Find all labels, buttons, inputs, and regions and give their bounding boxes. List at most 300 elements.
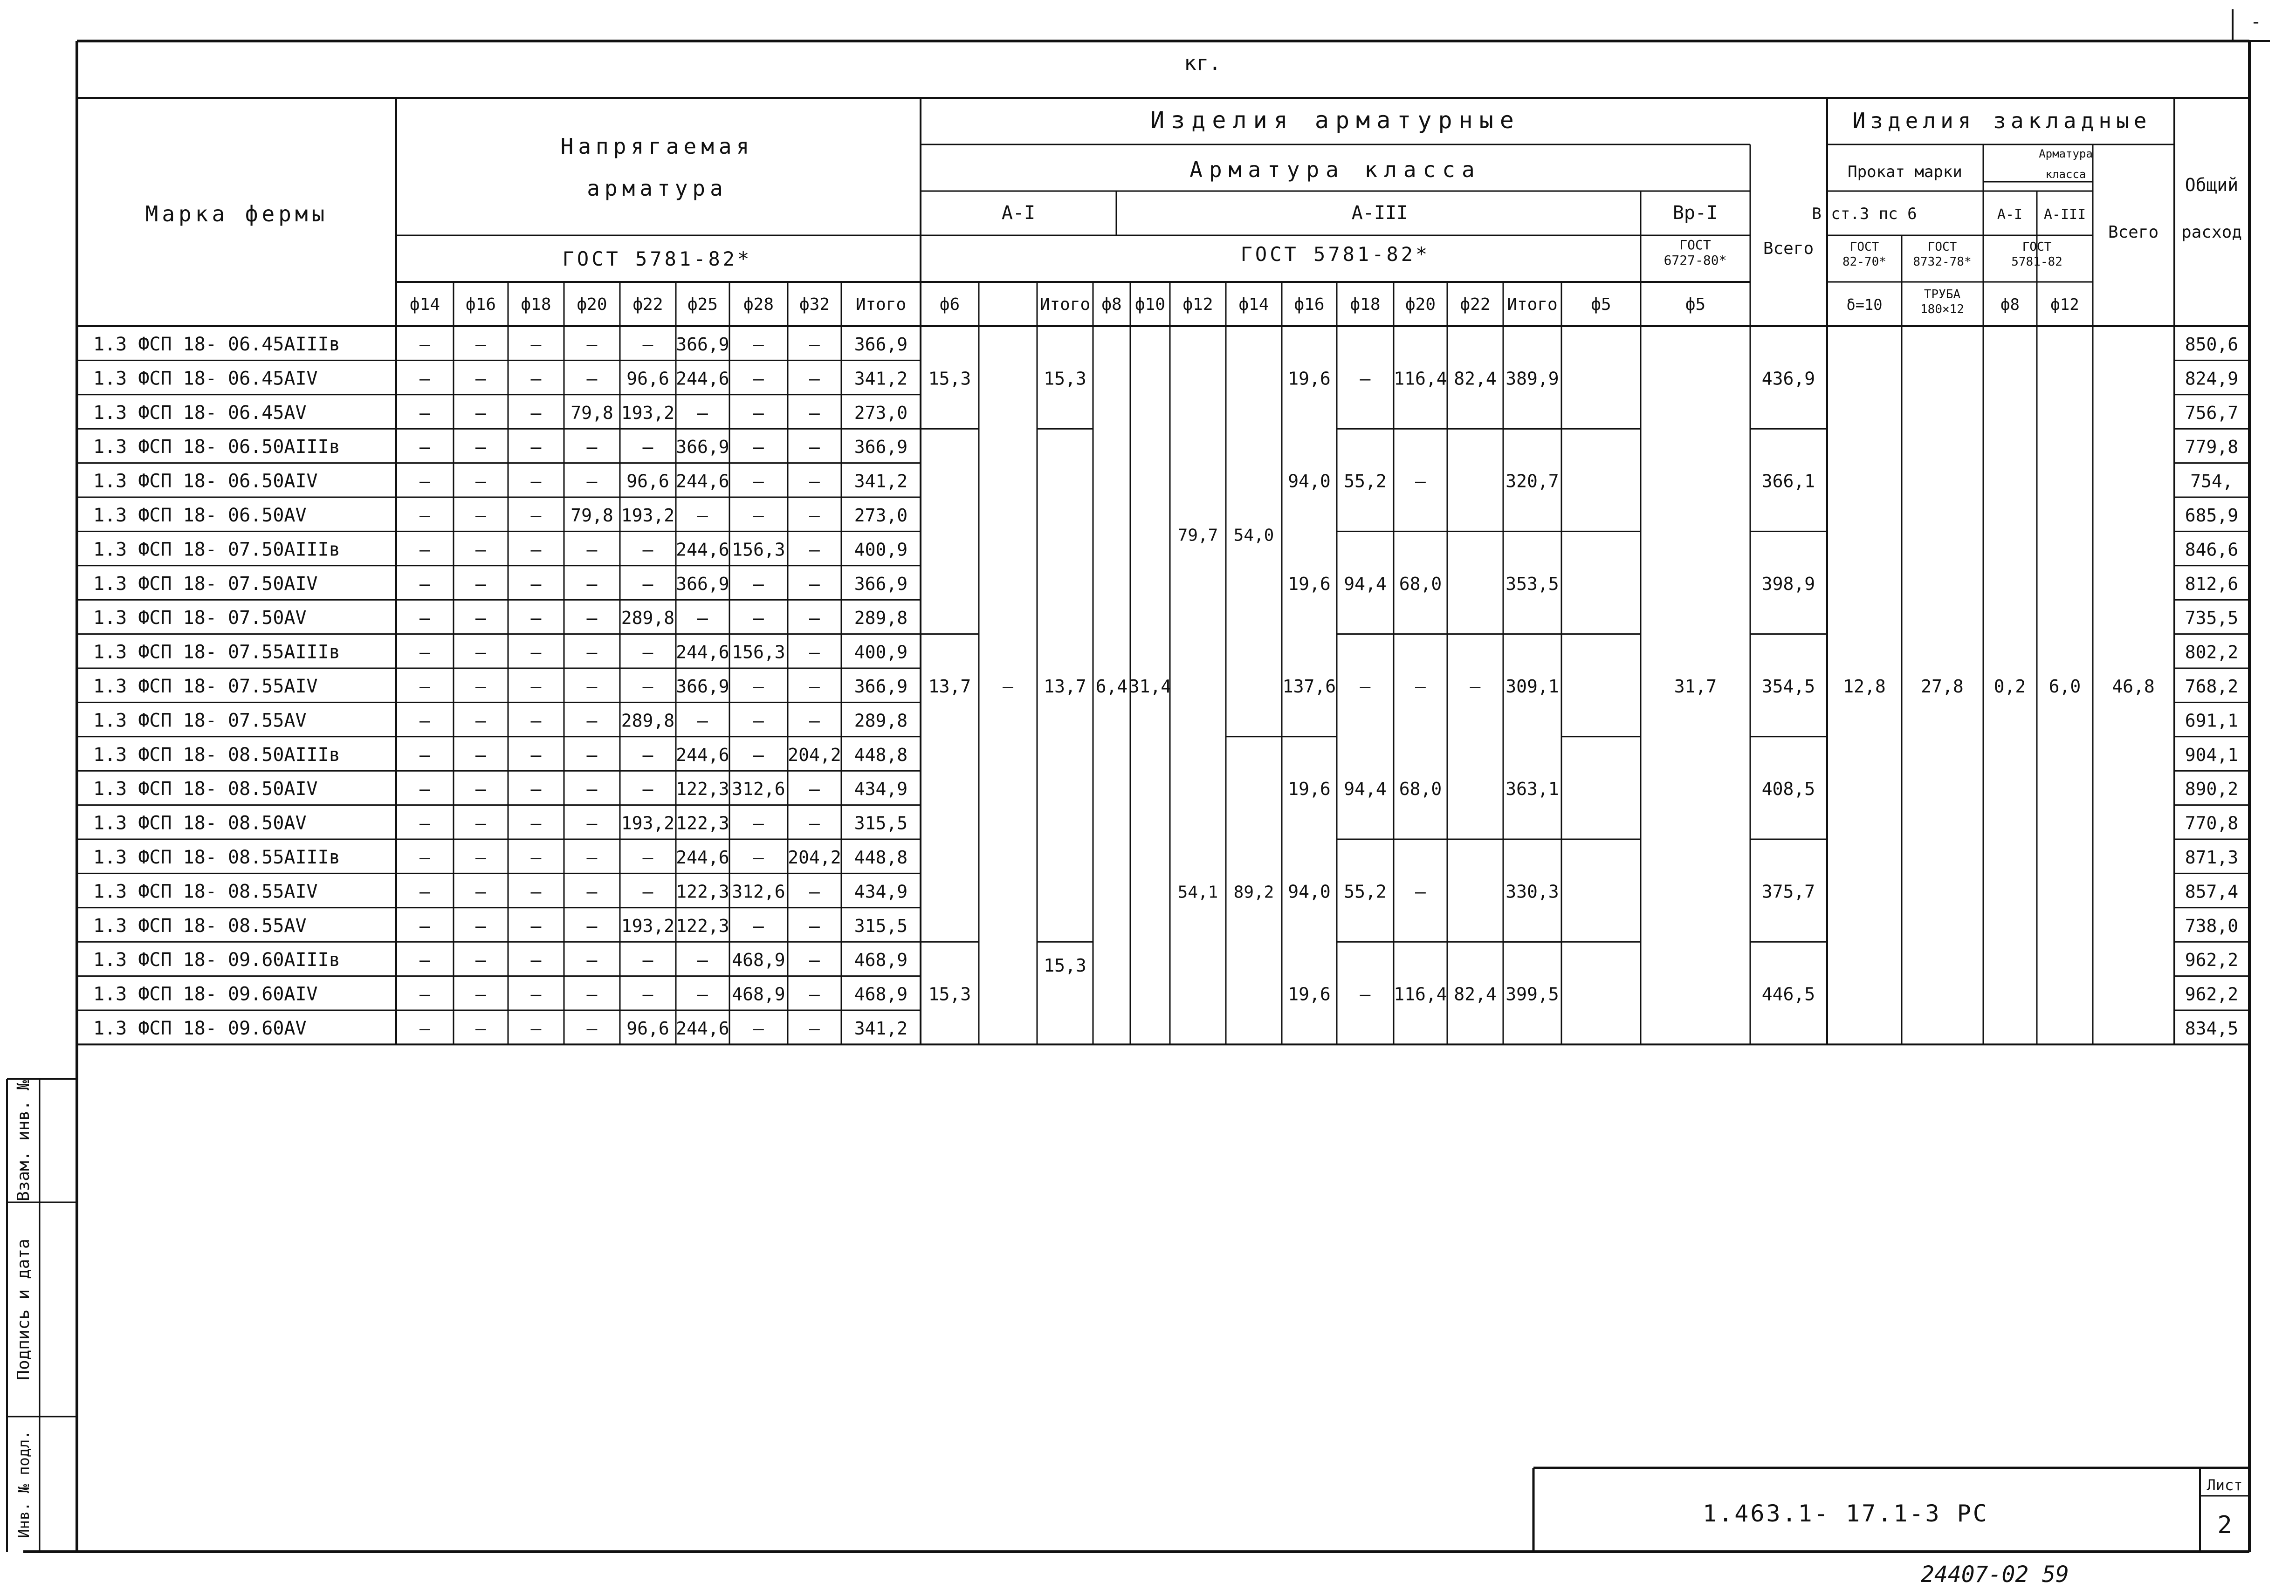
cell-prestressed: — — [697, 984, 708, 1005]
merged-f18: — — [1360, 368, 1371, 389]
cell-prestressed: — — [419, 368, 430, 389]
cell-prestressed: — — [753, 471, 764, 492]
cell-prestressed: 156,3 — [732, 539, 785, 560]
cell-prestressed: 244,6 — [676, 368, 729, 389]
cell-prestressed: — — [586, 676, 598, 697]
cell-prestressed: — — [753, 813, 764, 834]
header-gost: ГОСТ — [2022, 240, 2052, 254]
merged-f18: 55,2 — [1344, 881, 1387, 902]
stamp-text: Инв. № подл. — [15, 1430, 33, 1538]
cell-prestressed: — — [530, 881, 542, 902]
cell-prestressed: — — [419, 539, 430, 560]
row-mark: 1.3 ФСП 18- 08.50АIV — [93, 778, 318, 800]
cell-prestressed: 193,2 — [621, 505, 675, 526]
cell-prestressed: 244,6 — [676, 847, 729, 868]
footer-number: 24407-02 59 — [1921, 1562, 2069, 1588]
cell-prestressed: — — [475, 402, 486, 423]
merged-itogo-a3: 399,5 — [1505, 984, 1559, 1005]
cell-prestressed: — — [809, 950, 820, 971]
merged-f12: 79,7 — [1177, 526, 1218, 545]
col-header-reinf: Итого — [1507, 295, 1558, 314]
cell-prestressed: 366,9 — [676, 334, 729, 355]
stamp-text: Взам. инв. № — [14, 1080, 33, 1202]
cell-prestressed: — — [809, 539, 820, 560]
cell-prestressed: — — [475, 984, 486, 1005]
row-grand-total: 871,3 — [2185, 847, 2239, 868]
cell-prestressed: 273,0 — [854, 402, 908, 423]
header-gost: ГОСТ — [1679, 237, 1711, 253]
cell-prestressed: — — [697, 710, 708, 731]
row-mark: 1.3 ФСП 18- 06.45АIIIв — [93, 334, 340, 355]
merged-f8: 6,4 — [1095, 676, 1128, 697]
cell-prestressed: — — [809, 813, 820, 834]
merged-f16: 94,0 — [1288, 881, 1331, 902]
cell-prestressed: 204,2 — [788, 744, 841, 765]
cell-prestressed: — — [530, 710, 542, 731]
cell-prestressed: 122,3 — [676, 881, 729, 902]
cell-prestressed: 244,6 — [676, 471, 729, 492]
merged-emb-f8: 0,2 — [1994, 676, 2026, 697]
merged-itogo-a3: 330,3 — [1505, 881, 1559, 902]
cell-prestressed: — — [697, 505, 708, 526]
cell-prestressed: — — [586, 471, 598, 492]
col-header-prestressed: ф18 — [521, 295, 551, 314]
cell-prestressed: 244,6 — [676, 539, 729, 560]
col-header-prestressed: Итого — [855, 295, 907, 314]
cell-prestressed: — — [419, 642, 430, 663]
merged-itogo-a1: 15,3 — [1044, 955, 1086, 976]
header-a1-short: А-I — [1997, 206, 2023, 223]
cell-prestressed: — — [697, 950, 708, 971]
cell-prestressed: 434,9 — [854, 881, 908, 902]
header-products-embedded: Изделия закладные — [1852, 108, 2152, 133]
sheet-number: 2 — [2217, 1511, 2232, 1539]
merged-itogo-a3: 389,9 — [1505, 368, 1559, 389]
cell-prestressed: — — [419, 437, 430, 458]
cell-prestressed: — — [419, 608, 430, 629]
header-total: Всего — [1763, 239, 1814, 258]
cell-prestressed: — — [753, 368, 764, 389]
cell-prestressed: 468,9 — [732, 950, 785, 971]
row-grand-total: 770,8 — [2185, 813, 2239, 834]
cell-prestressed: — — [530, 608, 542, 629]
merged-total: 375,7 — [1761, 881, 1815, 902]
header-gost: 6727-80* — [1664, 253, 1727, 268]
merged-vst: 12,8 — [1843, 676, 1886, 697]
cell-prestressed: — — [530, 539, 542, 560]
stamp-text: Подпись и дата — [14, 1239, 33, 1380]
drawing-code: 1.463.1- 17.1-3 РС — [1703, 1500, 1989, 1527]
merged-total: 398,9 — [1761, 573, 1815, 594]
cell-prestressed: — — [475, 744, 486, 765]
cell-prestressed: — — [419, 1018, 430, 1039]
col-header-reinf: ф10 — [1134, 295, 1166, 314]
cell-prestressed: — — [530, 368, 542, 389]
row-grand-total: 812,6 — [2185, 573, 2239, 594]
cell-prestressed: — — [642, 437, 653, 458]
header-gost: ГОСТ 5781-82* — [562, 247, 752, 270]
row-mark: 1.3 ФСП 18- 06.50АIV — [93, 470, 318, 492]
merged-emb-f12: 6,0 — [2049, 676, 2081, 697]
unit-label: кг. — [1184, 51, 1221, 75]
row-grand-total: 850,6 — [2185, 334, 2239, 355]
row-mark: 1.3 ФСП 18- 06.50АIIIв — [93, 436, 340, 458]
row-mark: 1.3 ФСП 18- 08.50АV — [93, 812, 307, 834]
cell-prestressed: 122,3 — [676, 779, 729, 800]
cell-prestressed: — — [475, 368, 486, 389]
header-emb-reinf: Арматура — [2039, 147, 2093, 160]
cell-prestressed: 156,3 — [732, 642, 785, 663]
cell-prestressed: — — [530, 984, 542, 1005]
cell-prestressed: 289,8 — [854, 710, 908, 731]
row-grand-total: 735,5 — [2185, 608, 2239, 629]
cell-prestressed: — — [586, 779, 598, 800]
cell-prestressed: — — [642, 984, 653, 1005]
merged-f16: 19,6 — [1288, 984, 1331, 1005]
merged-f6: 13,7 — [928, 676, 971, 697]
cell-prestressed: 193,2 — [621, 915, 675, 936]
cell-prestressed: 289,8 — [621, 608, 675, 629]
col-header-reinf: ф8 — [1101, 295, 1122, 314]
header-pipe: ТРУБА — [1924, 288, 1961, 301]
merged-itogo-a3: 320,7 — [1505, 471, 1559, 492]
cell-prestressed: — — [753, 676, 764, 697]
merged-itogo-a3: 363,1 — [1505, 779, 1559, 800]
col-header-prestressed: ф16 — [465, 295, 496, 314]
corner-mark: - — [2250, 11, 2262, 33]
merged-f18: — — [1360, 984, 1371, 1005]
cell-prestressed: — — [530, 744, 542, 765]
merged-f18: 94,4 — [1344, 573, 1387, 594]
cell-prestressed: — — [475, 676, 486, 697]
cell-prestressed: — — [475, 539, 486, 560]
cell-prestressed: — — [530, 779, 542, 800]
cell-prestressed: — — [475, 642, 486, 663]
cell-prestressed: — — [809, 1018, 820, 1039]
merged-f20: — — [1415, 676, 1426, 697]
cell-prestressed: 96,6 — [626, 368, 669, 389]
cell-prestressed: — — [809, 437, 820, 458]
cell-prestressed: — — [419, 471, 430, 492]
cell-prestressed: — — [753, 710, 764, 731]
merged-f14: 54,0 — [1233, 526, 1274, 545]
cell-prestressed: — — [530, 915, 542, 936]
cell-prestressed: 204,2 — [788, 847, 841, 868]
header-grand-total: расход — [2181, 223, 2242, 242]
header-reinf-class: Арматура класса — [1189, 157, 1481, 182]
cell-prestressed: — — [419, 710, 430, 731]
header-vr1: Вр-I — [1672, 202, 1718, 224]
cell-prestressed: — — [475, 847, 486, 868]
cell-prestressed: — — [753, 505, 764, 526]
row-grand-total: 857,4 — [2185, 881, 2239, 902]
merged-total: 366,1 — [1761, 471, 1815, 492]
cell-prestressed: — — [419, 676, 430, 697]
cell-prestressed: — — [530, 847, 542, 868]
cell-prestressed: — — [753, 573, 764, 594]
cell-prestressed: — — [586, 847, 598, 868]
cell-prestressed: — — [475, 950, 486, 971]
cell-prestressed: 341,2 — [854, 1018, 908, 1039]
cell-prestressed: — — [475, 471, 486, 492]
row-mark: 1.3 ФСП 18- 06.45АV — [93, 402, 307, 424]
cell-prestressed: — — [475, 779, 486, 800]
col-header-embedded: ф12 — [2050, 295, 2079, 314]
cell-prestressed: 273,0 — [854, 505, 908, 526]
cell-prestressed: — — [475, 710, 486, 731]
cell-prestressed: 341,2 — [854, 471, 908, 492]
cell-prestressed: — — [809, 368, 820, 389]
cell-prestressed: — — [809, 505, 820, 526]
header-prestressed: Напрягаемая — [560, 134, 754, 159]
merged-f12: 54,1 — [1177, 883, 1218, 902]
header-products-reinf: Изделия арматурные — [1150, 107, 1520, 134]
merged-f20: 116,4 — [1394, 984, 1447, 1005]
cell-prestressed: — — [475, 334, 486, 355]
row-grand-total: 754, — [2190, 471, 2233, 492]
row-grand-total: 962,2 — [2185, 984, 2239, 1005]
cell-prestressed: — — [419, 505, 430, 526]
header-vst3: В ст.3 пс 6 — [1812, 205, 1917, 223]
cell-prestressed: 468,9 — [732, 984, 785, 1005]
merged-total: 408,5 — [1761, 779, 1815, 800]
cell-prestressed: — — [475, 573, 486, 594]
merged-f16: 19,6 — [1288, 573, 1331, 594]
cell-prestressed: 400,9 — [854, 642, 908, 663]
merged-emb-total: 46,8 — [2112, 676, 2155, 697]
cell-prestressed: — — [530, 334, 542, 355]
row-grand-total: 802,2 — [2185, 642, 2239, 663]
merged-itogo-a1: 13,7 — [1044, 676, 1086, 697]
cell-prestressed: 341,2 — [854, 368, 908, 389]
cell-prestressed: — — [419, 915, 430, 936]
col-header-embedded: ф8 — [2000, 295, 2020, 314]
merged-f22: 82,4 — [1454, 984, 1497, 1005]
cell-prestressed: 289,8 — [621, 710, 675, 731]
cell-prestressed: 315,5 — [854, 915, 908, 936]
merged-f6: 15,3 — [928, 368, 971, 389]
cell-prestressed: — — [586, 881, 598, 902]
cell-prestressed: — — [530, 642, 542, 663]
col-header-prestressed: ф32 — [799, 295, 830, 314]
cell-prestressed: 448,8 — [854, 744, 908, 765]
merged-f10: 31,4 — [1128, 676, 1172, 697]
row-mark: 1.3 ФСП 18- 08.50АIIIв — [93, 744, 340, 766]
merged-f16: 19,6 — [1288, 779, 1331, 800]
cell-prestressed: — — [586, 573, 598, 594]
cell-prestressed: — — [809, 573, 820, 594]
cell-prestressed: 366,9 — [854, 573, 908, 594]
header-emb-reinf: класса — [2045, 168, 2086, 181]
merged-total: 354,5 — [1761, 676, 1815, 697]
cell-prestressed: — — [419, 984, 430, 1005]
merged-itogo-a3: 309,1 — [1505, 676, 1559, 697]
cell-prestressed: 193,2 — [621, 402, 675, 423]
cell-prestressed: — — [642, 847, 653, 868]
row-mark: 1.3 ФСП 18- 06.50АV — [93, 505, 307, 526]
header-prestressed: арматура — [587, 176, 728, 201]
cell-prestressed: — — [586, 984, 598, 1005]
cell-prestressed: — — [753, 744, 764, 765]
cell-prestressed: — — [642, 539, 653, 560]
cell-prestressed: — — [586, 915, 598, 936]
cell-prestressed: — — [419, 744, 430, 765]
cell-prestressed: — — [419, 847, 430, 868]
cell-prestressed: — — [642, 744, 653, 765]
header-gost: 82-70* — [1842, 255, 1886, 269]
cell-prestressed: — — [475, 505, 486, 526]
row-grand-total: 756,7 — [2185, 402, 2239, 423]
header-grand-total: Общий — [2185, 175, 2239, 195]
row-grand-total: 824,9 — [2185, 368, 2239, 389]
header-pipe: 180×12 — [1920, 302, 1964, 316]
header-gost: 8732-78* — [1913, 255, 1972, 269]
row-grand-total: 768,2 — [2185, 676, 2239, 697]
cell-prestressed: 96,6 — [626, 1018, 669, 1039]
row-grand-total: 685,9 — [2185, 505, 2239, 526]
cell-prestressed: — — [586, 813, 598, 834]
col-header-prestressed: ф28 — [743, 295, 774, 314]
header-gost: 5781-82 — [2011, 255, 2062, 269]
col-header-prestressed: ф22 — [632, 295, 663, 314]
cell-prestressed: — — [809, 471, 820, 492]
merged-total: 436,9 — [1761, 368, 1815, 389]
cell-prestressed: — — [809, 915, 820, 936]
cell-prestressed: 366,9 — [854, 334, 908, 355]
col-header-reinf: ф22 — [1460, 295, 1491, 314]
cell-prestressed: 468,9 — [854, 984, 908, 1005]
row-mark: 1.3 ФСП 18- 07.55АIV — [93, 676, 318, 697]
row-grand-total: 738,0 — [2185, 915, 2239, 936]
header-thickness: δ=10 — [1846, 296, 1883, 314]
cell-prestressed: — — [419, 779, 430, 800]
row-mark: 1.3 ФСП 18- 07.50АIV — [93, 573, 318, 595]
row-mark: 1.3 ФСП 18- 08.55АIV — [93, 881, 318, 903]
cell-prestressed: — — [419, 402, 430, 423]
cell-prestressed: 366,9 — [676, 676, 729, 697]
cell-prestressed: — — [753, 402, 764, 423]
cell-prestressed: — — [419, 813, 430, 834]
header-a3: А-III — [1351, 202, 1408, 224]
cell-prestressed: — — [586, 950, 598, 971]
merged-total: 446,5 — [1761, 984, 1815, 1005]
cell-prestressed: — — [809, 881, 820, 902]
cell-prestressed: 366,9 — [676, 437, 729, 458]
cell-prestressed: — — [419, 334, 430, 355]
cell-prestressed: — — [530, 676, 542, 697]
row-mark: 1.3 ФСП 18- 07.50АIIIв — [93, 539, 340, 561]
merged-f16: 94,0 — [1288, 471, 1331, 492]
cell-prestressed: — — [475, 1018, 486, 1039]
cell-prestressed: — — [530, 950, 542, 971]
cell-prestressed: 366,9 — [676, 573, 729, 594]
cell-prestressed: — — [642, 573, 653, 594]
row-mark: 1.3 ФСП 18- 09.60АIIIв — [93, 949, 340, 971]
col-header-reinf: ф20 — [1405, 295, 1436, 314]
header-mark: Марка фермы — [145, 201, 329, 226]
cell-prestressed: 122,3 — [676, 813, 729, 834]
merged-f16: 137,6 — [1282, 676, 1336, 697]
merged-itogo-a3: 353,5 — [1505, 573, 1559, 594]
col-header-reinf: ф12 — [1182, 295, 1213, 314]
row-mark: 1.3 ФСП 18- 06.45АIV — [93, 368, 318, 390]
cell-prestressed: — — [475, 813, 486, 834]
row-grand-total: 962,2 — [2185, 950, 2239, 971]
merged-f20: 68,0 — [1399, 779, 1442, 800]
cell-prestressed: — — [419, 950, 430, 971]
cell-prestressed: — — [753, 1018, 764, 1039]
row-mark: 1.3 ФСП 18- 08.55АIIIв — [93, 847, 340, 868]
col-header-prestressed: ф20 — [577, 295, 607, 314]
merged-f18: 94,4 — [1344, 779, 1387, 800]
row-grand-total: 890,2 — [2185, 779, 2239, 800]
cell-prestressed: — — [475, 881, 486, 902]
cell-prestressed: — — [809, 402, 820, 423]
col-header-prestressed: ф25 — [687, 295, 718, 314]
header-rolled: Прокат марки — [1848, 163, 1962, 181]
cell-prestressed: — — [642, 881, 653, 902]
cell-prestressed: — — [530, 402, 542, 423]
cell-prestressed: 79,8 — [571, 402, 613, 423]
col-header-reinf: ф16 — [1294, 295, 1325, 314]
merged-f20: — — [1415, 881, 1426, 902]
cell-prestressed: 122,3 — [676, 915, 729, 936]
row-mark: 1.3 ФСП 18- 09.60АIV — [93, 983, 318, 1005]
row-grand-total: 834,5 — [2185, 1018, 2239, 1039]
cell-prestressed: — — [530, 573, 542, 594]
merged-f22: 82,4 — [1454, 368, 1497, 389]
merged-f16: 19,6 — [1288, 368, 1331, 389]
cell-prestressed: — — [642, 334, 653, 355]
cell-prestressed: — — [586, 608, 598, 629]
col-header-reinf: ф18 — [1350, 295, 1381, 314]
cell-prestressed: — — [642, 642, 653, 663]
merged-f20: 116,4 — [1394, 368, 1447, 389]
cell-prestressed: — — [586, 744, 598, 765]
merged-itogo-a1: 15,3 — [1044, 368, 1086, 389]
cell-prestressed: — — [586, 437, 598, 458]
col-header-reinf: ф5 — [1685, 295, 1706, 314]
cell-prestressed: — — [530, 505, 542, 526]
cell-prestressed: — — [475, 608, 486, 629]
cell-prestressed: — — [753, 915, 764, 936]
row-mark: 1.3 ФСП 18- 09.60АV — [93, 1018, 307, 1039]
cell-prestressed: 312,6 — [732, 779, 785, 800]
cell-prestressed: 400,9 — [854, 539, 908, 560]
cell-prestressed: — — [809, 779, 820, 800]
cell-prestressed: — — [530, 813, 542, 834]
merged-f6: 15,3 — [928, 984, 971, 1005]
cell-prestressed: — — [809, 984, 820, 1005]
cell-prestressed: — — [642, 779, 653, 800]
cell-prestressed: — — [809, 608, 820, 629]
row-grand-total: 779,8 — [2185, 437, 2239, 458]
cell-prestressed: 448,8 — [854, 847, 908, 868]
merged-f18: — — [1360, 676, 1371, 697]
merged-f14: 89,2 — [1233, 883, 1274, 902]
cell-prestressed: — — [697, 608, 708, 629]
cell-prestressed: — — [419, 573, 430, 594]
cell-prestressed: — — [586, 368, 598, 389]
header-a3-short: А-III — [2043, 206, 2086, 223]
merged-blank: — — [1003, 676, 1013, 697]
cell-prestressed: — — [586, 334, 598, 355]
cell-prestressed: — — [530, 1018, 542, 1039]
cell-prestressed: — — [642, 676, 653, 697]
merged-f20: 68,0 — [1399, 573, 1442, 594]
cell-prestressed: 312,6 — [732, 881, 785, 902]
cell-prestressed: 289,8 — [854, 608, 908, 629]
